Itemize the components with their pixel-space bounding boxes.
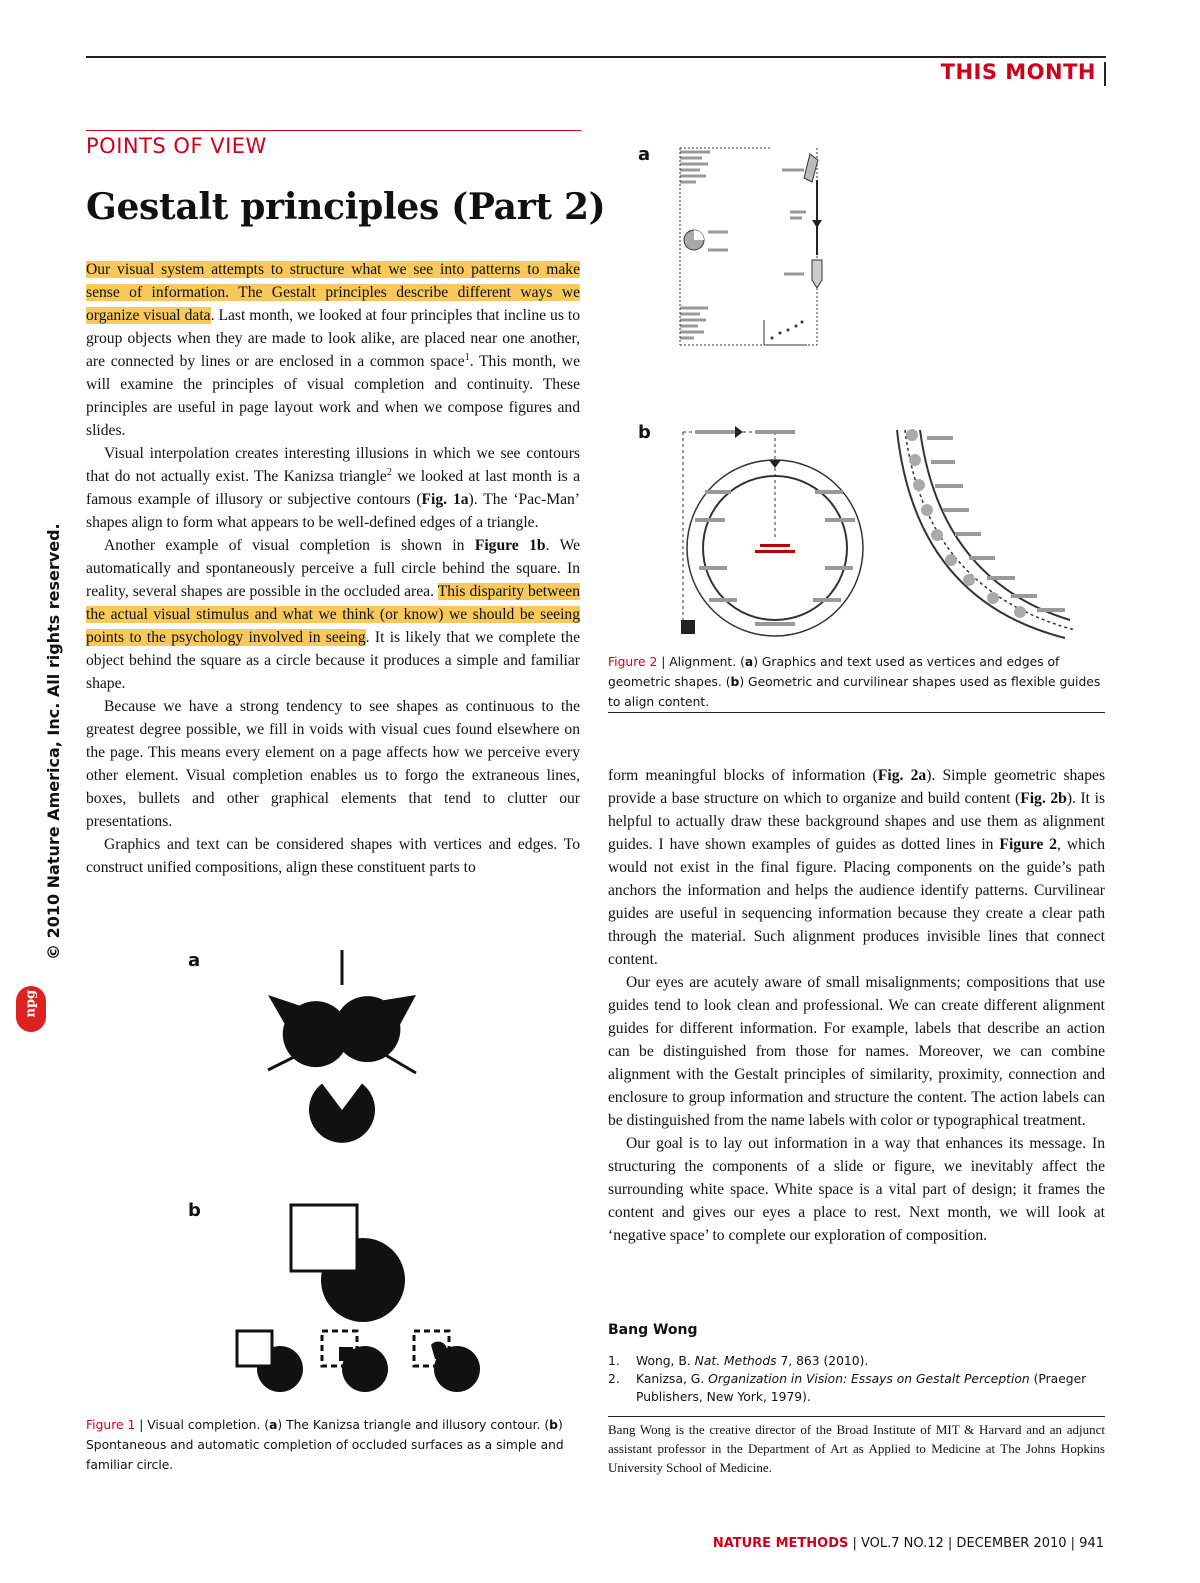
top-rule: [86, 56, 1106, 58]
p1-end: . This month, we will examine the principles of visual completion and continuity. These principles are useful in page layout work and when we compose figures and slides.: [86, 353, 580, 439]
r1-a: form meaningful blocks of information (: [608, 767, 878, 784]
arrow-center-icon: [769, 460, 781, 468]
arrow-head-icon: [812, 220, 822, 228]
figure2-rule: [608, 712, 1105, 713]
r1-fig1: Fig. 2a: [877, 767, 927, 784]
npg-logo-text: npg: [23, 989, 39, 1018]
alignment-figure-a: [672, 140, 852, 355]
small-fill-3: [431, 1341, 447, 1359]
corner-block: [681, 620, 695, 634]
author-bio: Bang Wong is the creative director of the Broad Institute of MIT & Harvard and an adjunct assistant professor in the Department of Art as Applied to Medicine at The Johns Hopkins University School of Medicine.: [608, 1422, 1105, 1475]
curve-guide-2: [920, 430, 1070, 620]
occluded-circle-figure: [225, 1195, 485, 1400]
figure1-caption-label: Figure 1: [86, 1418, 136, 1432]
reference-1: [608, 1352, 1104, 1370]
p1-text: . Last month, we looked at four principles that incline us to group objects when they are made to look alike, are placed near one another, are connected by lines or are enclosed in a common space: [86, 307, 580, 370]
fig2-cap-2: ) Geometric and curvilinear shapes used as flexible guides to align content.: [608, 675, 1101, 709]
figure2-caption: [608, 652, 1105, 712]
p2-a: Visual interpolation creates interesting illusions in which we see contours that do not actually exist. The Kanizsa triangle: [86, 445, 580, 485]
r1-fig3: Figure 2: [999, 836, 1058, 853]
highlight-1: Our visual system attempts to structure what we see into patterns to make sense of information. The Gestalt principles describe different ways we organize visual data: [86, 261, 580, 324]
reference-number: 1.: [608, 1354, 620, 1368]
big-square: [291, 1205, 357, 1271]
r1-d: , which would not exist in the final figure. Placing components on the guide’s path anchors the information and helps the audience identify patterns. Curvilinear guides are useful in sequencing information because they create a clear path through the material. Such alignment produces invisible lines that connect content.: [608, 836, 1105, 968]
ref1-journal: Nat. Methods: [694, 1354, 777, 1368]
right-paragraph-2: Our eyes are acutely aware of small misalignments; compositions that use guides tend to look clean and professional. We can create different alignment guides for different information. For example, labels that describe an action can be distinguished from those for names. Moreover, we can combine alignment with the Gestalt principles of similarity, proximity, connection and enclosure to group information and structure the content. The action labels can be distinguished from the name labels with color or typographical treatment.: [608, 974, 1105, 1129]
fig2-sep: |: [657, 655, 670, 669]
ref2-post: (Praeger Publishers, New York, 1979).: [636, 1372, 1087, 1404]
p3-a: Another example of visual completion is shown in: [104, 537, 475, 554]
figure2-label-a: a: [638, 144, 651, 165]
figure1-label-b: b: [188, 1200, 201, 1221]
journal-name: NATURE METHODS: [712, 1536, 849, 1551]
r1-fig2: Fig. 2b: [1020, 790, 1067, 807]
ref1-post: 7, 863 (2010).: [776, 1354, 869, 1368]
arrow-top-icon: [735, 426, 743, 438]
fig1-cap-a: a: [269, 1418, 278, 1432]
figure1-caption: [86, 1415, 582, 1475]
page-footer: [713, 1536, 1104, 1551]
r1-b: ). Simple geometric shapes provide a base structure on which to organize and build content (: [608, 767, 1106, 807]
column-kicker: POINTS OF VIEW: [86, 134, 267, 158]
figure2-caption-label: Figure 2: [608, 655, 658, 669]
bio-rule: [608, 1416, 1105, 1417]
right-paragraph-3: Our goal is to lay out information in a way that enhances its message. In structuring the components of a slide or figure, we inevitably affect the surrounding white space. White space is a vital part of design; it frames the content and gives our eyes a place to rest. Next month, we will look at ‘negative space’ to complete our exploration of composition.: [608, 1135, 1105, 1244]
reference-2: [608, 1370, 1104, 1406]
fig1-sep: |: [135, 1418, 148, 1432]
reference-number: 2.: [608, 1372, 620, 1386]
highlight-2: This disparity between the actual visual stimulus and what we think (or know) we should be seeing points to the psychology involved in seeing: [86, 583, 581, 646]
alignment-figure-b: [675, 420, 1080, 645]
kicker-rule: [86, 130, 581, 131]
fig2-cap-a: a: [744, 655, 754, 669]
p2-c: ). The ‘Pac-Man’ shapes align to form what appears to be well-defined edges of a triangle.: [86, 491, 581, 531]
pacman-3: [309, 1084, 375, 1143]
p3-fig: Figure 1b: [474, 537, 546, 554]
fig2-cap-title: Alignment. (: [669, 655, 745, 669]
line-right: [382, 1053, 416, 1073]
ref-2: 2: [386, 466, 392, 478]
right-column: [608, 764, 1105, 1247]
ref-1: 1: [464, 351, 470, 363]
ref2-journal: Organization in Vision: Essays on Gestalt Perception: [708, 1372, 1030, 1386]
red-mark-2: [755, 550, 795, 553]
r1-c: ). It is helpful to actually draw these background shapes and use them as alignment guides. I have shown examples of guides as dotted lines in: [608, 790, 1106, 853]
left-column: [86, 258, 580, 879]
small-square-1: [237, 1331, 272, 1366]
npg-logo: [16, 986, 46, 1032]
pie-slice: [694, 230, 704, 240]
p2-b: we looked at last month is a famous example of illusory or subjective contours (: [86, 468, 580, 508]
fig1-cap-2: ) Spontaneous and automatic completion of occluded surfaces as a simple and familiar circle.: [86, 1418, 564, 1472]
fig1-cap-b: b: [549, 1418, 558, 1432]
paragraph-2: [86, 442, 580, 534]
red-mark-1: [760, 544, 790, 547]
article-title: Gestalt principles (Part 2): [86, 186, 606, 228]
section-header: THIS MONTH: [940, 60, 1096, 84]
small-fill-2: [339, 1347, 353, 1361]
tube-icon: [812, 260, 822, 288]
line-left: [268, 1053, 302, 1070]
scatter-icon: [764, 320, 807, 345]
paragraph-1: [86, 258, 580, 442]
ref2-pre: Kanizsa, G.: [636, 1372, 709, 1386]
fig1-cap-title: Visual completion. (: [147, 1418, 270, 1432]
fig1-cap-1: ) The Kanizsa triangle and illusory contour. (: [277, 1418, 550, 1432]
p3-c: . It is likely that we complete the object behind the square as a circle because it produces a simple and familiar shape.: [86, 629, 580, 692]
figure1-label-a: a: [188, 950, 201, 971]
paragraph-4: Because we have a strong tendency to see shapes as continuous to the greatest degree possible, we fill in voids with visual cues found elsewhere on the page. This means every element on a page affects how we perceive every other element. Visual completion enables us to forgo the extraneous lines, boxes, bullets and other graphical elements that tend to clutter our presentations.: [86, 698, 580, 830]
figure2-label-b: b: [638, 422, 651, 443]
p2-fig: Fig. 1a: [421, 491, 469, 508]
pacman-2: [334, 995, 416, 1062]
pipette-icon: [804, 154, 818, 182]
fig2-cap-1: ) Graphics and text used as vertices and edges of geometric shapes. (: [608, 655, 1060, 689]
paragraph-5: Graphics and text can be considered shapes with vertices and edges. To construct unified compositions, align these constituent parts to: [86, 836, 580, 876]
issue-info: | VOL.7 NO.12 | DECEMBER 2010 | 941: [848, 1536, 1104, 1551]
paragraph-3: [86, 534, 580, 695]
right-paragraph-1: [608, 764, 1105, 971]
copyright-notice: © 2010 Nature America, Inc. All rights reserved.: [44, 523, 63, 960]
author-name: Bang Wong: [608, 1322, 698, 1338]
fig2-cap-b: b: [730, 675, 740, 689]
ref1-pre: Wong, B.: [636, 1354, 695, 1368]
kanizsa-triangle-figure: [220, 945, 480, 1160]
p3-b: . We automatically and spontaneously perceive a full circle behind the square. In reality, several shapes are possible in the occluded area.: [86, 537, 580, 600]
section-header-bar: [1104, 62, 1106, 86]
references: [608, 1352, 1104, 1406]
